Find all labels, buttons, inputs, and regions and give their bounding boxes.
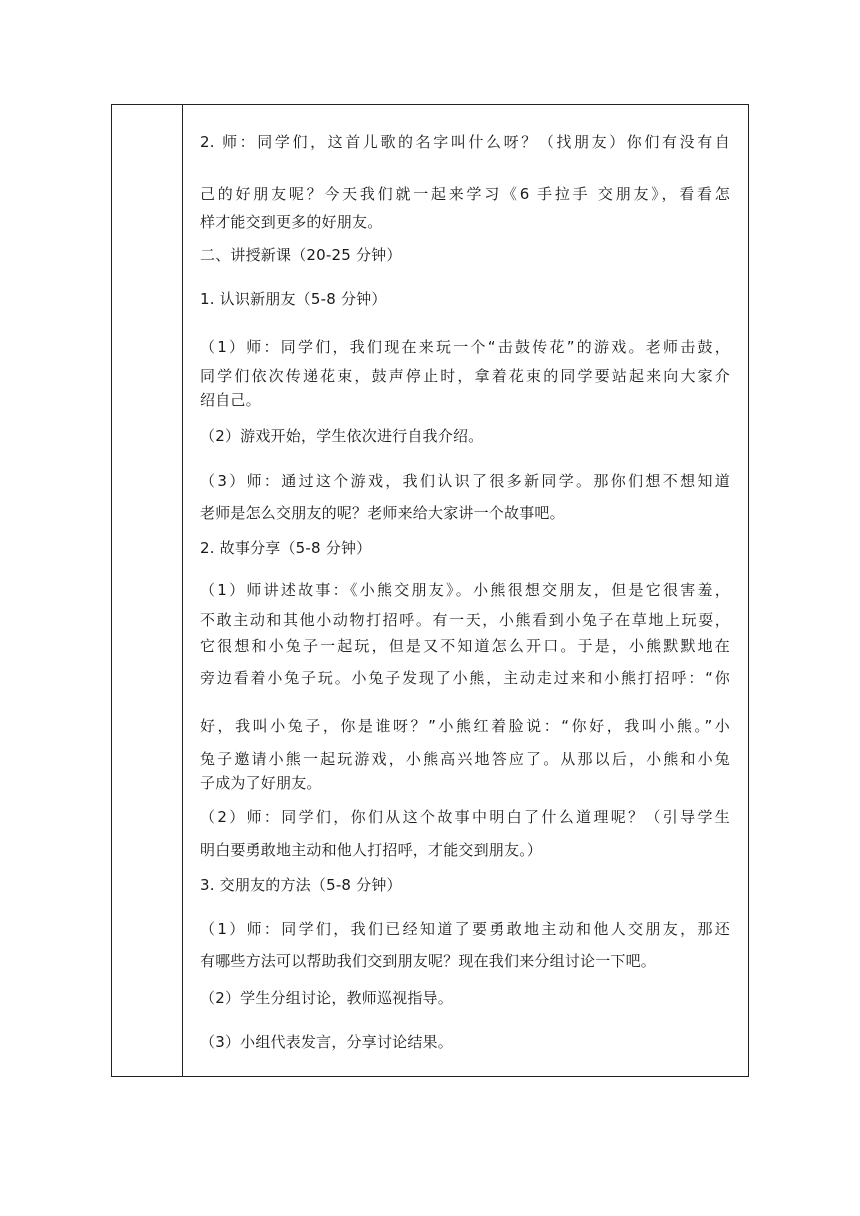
text-line: 兔子邀请小熊一起玩游戏，小熊高兴地答应了。从那以后，小熊和小兔 [200, 750, 730, 768]
text-line: 老师是怎么交朋友的呢？老师来给大家讲一个故事吧。 [200, 504, 565, 522]
text-line: 好，我叫小兔子，你是谁呀？”小熊红着脸说：“你好，我叫小熊。”小 [200, 717, 730, 735]
text-line: （1）师：同学们，我们现在来玩一个“击鼓传花”的游戏。老师击鼓， [200, 338, 730, 356]
text-line: （2）游戏开始，学生依次进行自我介绍。 [200, 427, 484, 445]
text-line: 己的好朋友呢？今天我们就一起来学习《6 手拉手 交朋友》，看看怎 [200, 185, 730, 203]
text-line: 样才能交到更多的好朋友。 [200, 213, 383, 231]
section-heading: 二、讲授新课（20-25 分钟） [200, 246, 402, 264]
subsection-heading: 1. 认识新朋友（5-8 分钟） [200, 290, 387, 308]
text-line: （2）学生分组讨论，教师巡视指导。 [200, 989, 453, 1007]
text-line: 子成为了好朋友。 [200, 774, 322, 792]
text-line: （1）师：同学们，我们已经知道了要勇敢地主动和他人交朋友，那还 [200, 920, 730, 938]
text-line: 2. 师：同学们，这首儿歌的名字叫什么呀？（找朋友）你们有没有自 [200, 133, 730, 151]
text-line: 绍自己。 [200, 391, 261, 409]
text-line: 有哪些方法可以帮助我们交到朋友呢？现在我们来分组讨论一下吧。 [200, 952, 657, 970]
text-line: （1）师讲述故事：《小熊交朋友》。小熊很想交朋友，但是它很害羞， [200, 581, 730, 599]
text-line: （3）小组代表发言，分享讨论结果。 [200, 1033, 453, 1051]
text-line: 明白要勇敢地主动和他人打招呼，才能交到朋友。） [200, 841, 543, 859]
text-line: 旁边看着小兔子玩。小兔子发现了小熊，主动走过来和小熊打招呼：“你 [200, 669, 730, 687]
column-divider [182, 105, 183, 1076]
text-line: 它很想和小兔子一起玩，但是又不知道怎么开口。于是，小熊默默地在 [200, 637, 730, 655]
subsection-heading: 3. 交朋友的方法（5-8 分钟） [200, 876, 402, 894]
text-line: （2）师：同学们，你们从这个故事中明白了什么道理呢？（引导学生 [200, 808, 730, 826]
text-line: 不敢主动和其他小动物打招呼。有一天，小熊看到小兔子在草地上玩耍， [200, 611, 730, 629]
subsection-heading: 2. 故事分享（5-8 分钟） [200, 539, 372, 557]
text-line: （3）师：通过这个游戏，我们认识了很多新同学。那你们想不想知道 [200, 472, 730, 490]
text-line: 同学们依次传递花束，鼓声停止时，拿着花束的同学要站起来向大家介 [200, 367, 730, 385]
